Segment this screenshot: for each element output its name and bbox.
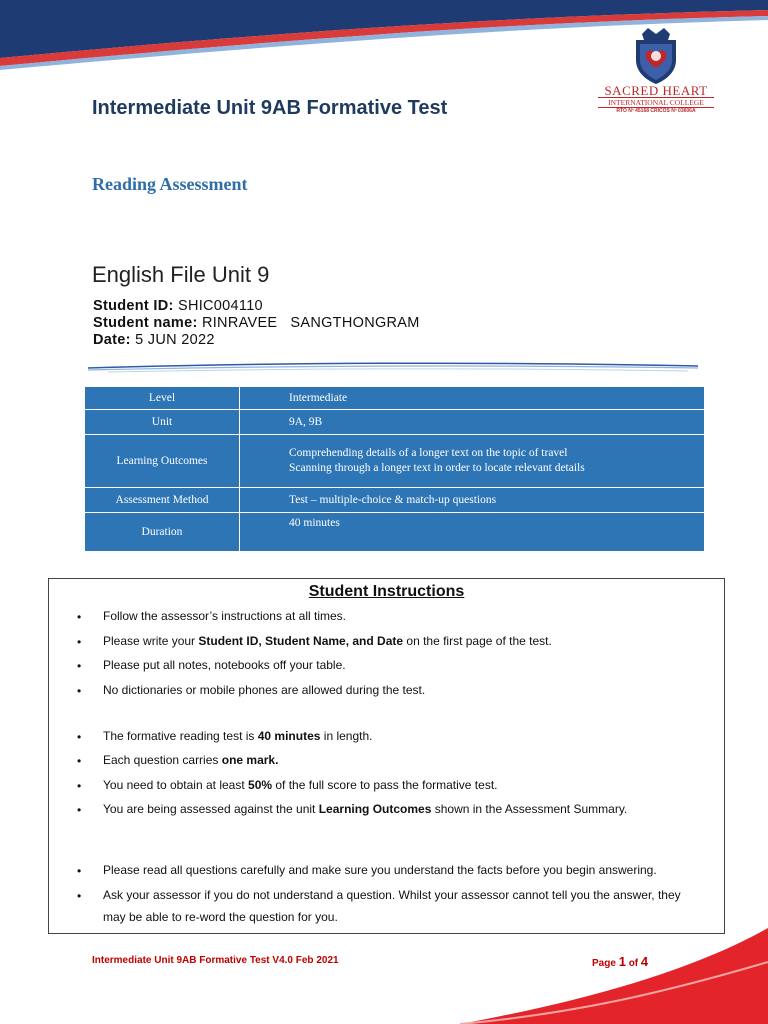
instruction-emphasis: 40 minutes (257, 729, 321, 743)
instruction-fragment: of the full score to pass the formative test. (272, 778, 498, 792)
instruction-fragment: No dictionaries or mobile phones are allowed during the test. (103, 683, 426, 697)
row-label: Unit (85, 410, 240, 435)
bullet-icon: • (77, 635, 82, 649)
logo-subname: INTERNATIONAL COLLEGE (598, 97, 714, 108)
instruction-fragment: Ask your assessor if you do not understand a question. Whilst your assessor cannot tell you the answer, they may be able to re-word the question for you. (103, 888, 681, 924)
instruction-fragment: Follow the assessor’s instructions at all times. (103, 609, 346, 623)
instruction-fragment: shown in the Assessment Summary. (431, 802, 628, 816)
row-value: 9A, 9B (240, 410, 705, 435)
document-title: Intermediate Unit 9AB Formative Test (92, 97, 448, 119)
logo-registration: RTO Nº 45168 CRICOS Nº 03606A (616, 108, 696, 114)
logo-name: SACRED HEART (604, 83, 708, 98)
row-value: 40 minutes (240, 513, 705, 552)
learning-outcome-2: Scanning through a longer text in order to locate relevant details (289, 462, 585, 474)
footer-document-name: Intermediate Unit 9AB Formative Test V4.0 Feb 2021 (92, 955, 339, 966)
instruction-text (103, 798, 703, 820)
bullet-icon: • (77, 889, 82, 903)
instruction-fragment: You need to obtain at least (103, 778, 249, 792)
date-value: 5 JUN 2022 (135, 332, 215, 348)
assessment-summary-table (84, 386, 705, 552)
student-name-value: RINRAVEE SANGTHONGRAM (201, 315, 420, 331)
page-current: 1 (618, 954, 626, 969)
college-logo (598, 26, 714, 120)
bullet-icon: • (77, 684, 82, 698)
page-label: Page (592, 958, 619, 969)
instruction-emphasis: Student ID, Student Name, and Date (198, 634, 404, 648)
student-id-line (93, 298, 263, 314)
instruction-text (103, 859, 703, 881)
instruction-fragment: on the first page of the test. (403, 634, 552, 648)
instruction-emphasis: Learning Outcomes (318, 802, 432, 816)
row-label: Learning Outcomes (85, 435, 240, 488)
student-id-value: SHIC004110 (177, 298, 263, 314)
student-name-label: Student name: (93, 315, 198, 331)
row-label: Duration (85, 513, 240, 552)
table-row (85, 488, 705, 513)
bullet-icon: • (77, 610, 82, 624)
instruction-fragment: Please put all notes, notebooks off your table. (103, 658, 346, 672)
instruction-fragment: in length. (320, 729, 373, 743)
instruction-text (103, 679, 703, 701)
instruction-emphasis: 50% (248, 778, 273, 792)
page-of-label: of (625, 958, 641, 969)
instruction-text (103, 630, 703, 652)
bullet-icon: • (77, 864, 82, 878)
row-value: Intermediate (240, 387, 705, 410)
instruction-text (103, 654, 703, 676)
decorative-divider (88, 360, 698, 374)
instruction-fragment: Please read all questions carefully and make sure you understand the facts before you begin answering. (103, 863, 657, 877)
instruction-text (103, 749, 703, 771)
instructions-title: Student Instructions (308, 583, 465, 600)
assessment-type: Reading Assessment (92, 174, 248, 194)
footer-swoosh (460, 922, 768, 1024)
row-value: Test – multiple-choice & match-up questions (240, 488, 705, 513)
row-label: Level (85, 387, 240, 410)
row-value (240, 435, 705, 488)
instruction-fragment: The formative reading test is (103, 729, 258, 743)
instruction-text (103, 605, 703, 627)
bullet-icon: • (77, 659, 82, 673)
course-title: English File Unit 9 (92, 262, 270, 287)
learning-outcome-1: Comprehending details of a longer text on the topic of travel (289, 447, 568, 459)
table-row (85, 387, 705, 410)
row-label: Assessment Method (85, 488, 240, 513)
bullet-icon: • (77, 730, 82, 744)
student-name-line (93, 315, 420, 331)
table-row (85, 513, 705, 552)
instruction-fragment: Please write your (103, 634, 199, 648)
instruction-text (103, 725, 703, 747)
date-line (93, 332, 215, 348)
instruction-text (103, 774, 703, 796)
table-row (85, 435, 705, 488)
instruction-emphasis: one mark. (221, 753, 279, 767)
crest-icon (628, 26, 684, 86)
bullet-icon: • (77, 803, 82, 817)
date-label: Date: (93, 332, 131, 348)
page-total: 4 (640, 954, 649, 969)
instruction-fragment: You are being assessed against the unit (103, 802, 319, 816)
student-id-label: Student ID: (93, 298, 174, 314)
student-instructions-box (48, 578, 725, 934)
bullet-icon: • (77, 754, 82, 768)
table-row (85, 410, 705, 435)
bullet-icon: • (77, 779, 82, 793)
instruction-fragment: Each question carries (103, 753, 222, 767)
